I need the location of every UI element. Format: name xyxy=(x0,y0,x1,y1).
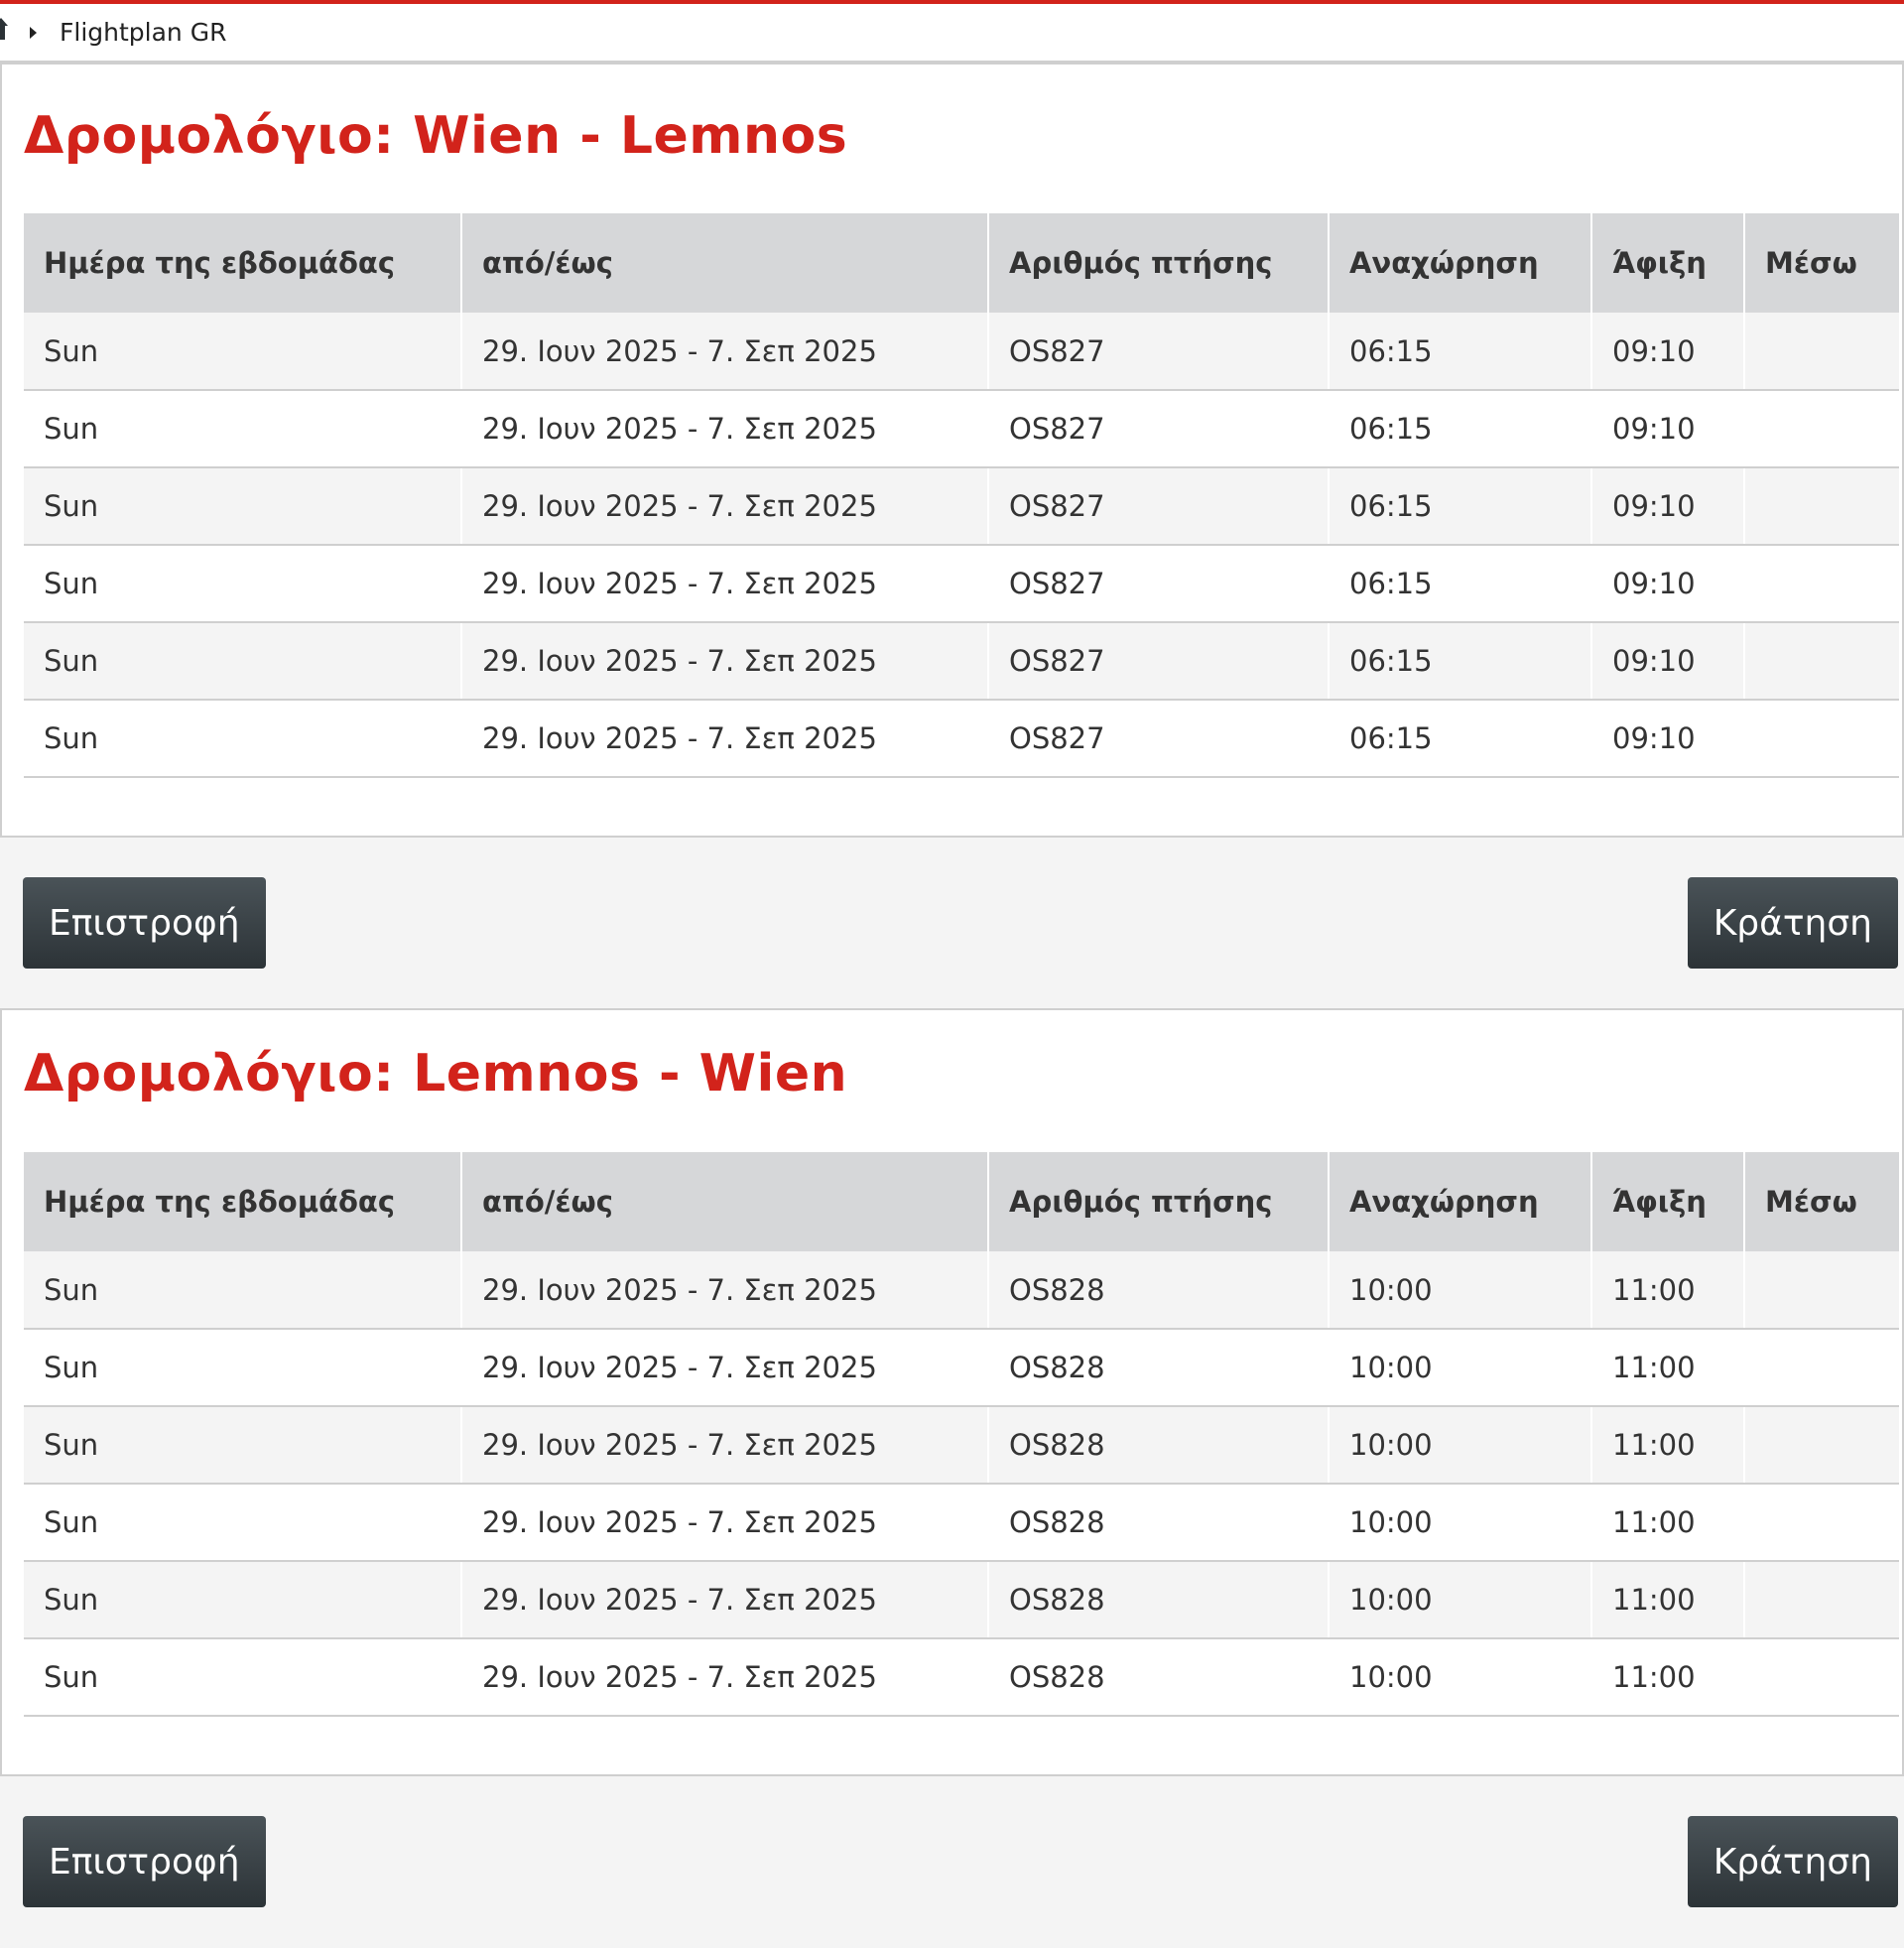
cell-arrival: 09:10 xyxy=(1591,545,1744,622)
column-header-via: Μέσω xyxy=(1744,213,1899,313)
cell-via xyxy=(1744,1638,1899,1716)
cell-via xyxy=(1744,1484,1899,1561)
column-header-departure: Αναχώρηση xyxy=(1329,213,1591,313)
book-button[interactable]: Κράτηση xyxy=(1688,877,1898,969)
column-header-period: από/έως xyxy=(461,1152,988,1251)
cell-weekday: Sun xyxy=(24,313,461,390)
table-row xyxy=(24,390,1899,467)
cell-weekday: Sun xyxy=(24,1484,461,1561)
breadcrumb xyxy=(0,0,1904,63)
table-row xyxy=(24,1561,1899,1638)
route-title: Δρομολόγιο: Lemnos - Wien xyxy=(24,1044,848,1104)
cell-weekday: Sun xyxy=(24,1406,461,1484)
table-row xyxy=(24,467,1899,545)
cell-weekday: Sun xyxy=(24,467,461,545)
cell-arrival: 09:10 xyxy=(1591,467,1744,545)
cell-period: 29. Ιουν 2025 - 7. Σεπ 2025 xyxy=(461,1251,988,1329)
schedule-table xyxy=(24,213,1899,778)
back-button[interactable]: Επιστροφή xyxy=(23,877,266,969)
cell-period: 29. Ιουν 2025 - 7. Σεπ 2025 xyxy=(461,1484,988,1561)
caret-right-icon xyxy=(30,27,37,39)
table-row xyxy=(24,700,1899,777)
table-row xyxy=(24,313,1899,390)
cell-arrival: 09:10 xyxy=(1591,622,1744,700)
cell-arrival: 11:00 xyxy=(1591,1561,1744,1638)
cell-flight-number: OS827 xyxy=(988,390,1329,467)
cell-weekday: Sun xyxy=(24,1329,461,1406)
table-row xyxy=(24,1251,1899,1329)
cell-departure: 06:15 xyxy=(1329,700,1591,777)
schedule-table xyxy=(24,1152,1899,1717)
cell-departure: 10:00 xyxy=(1329,1561,1591,1638)
cell-via xyxy=(1744,700,1899,777)
cell-period: 29. Ιουν 2025 - 7. Σεπ 2025 xyxy=(461,545,988,622)
table-row xyxy=(24,545,1899,622)
cell-arrival: 11:00 xyxy=(1591,1329,1744,1406)
cell-departure: 10:00 xyxy=(1329,1251,1591,1329)
cell-flight-number: OS827 xyxy=(988,622,1329,700)
back-button[interactable]: Επιστροφή xyxy=(23,1816,266,1907)
cell-period: 29. Ιουν 2025 - 7. Σεπ 2025 xyxy=(461,467,988,545)
cell-via xyxy=(1744,545,1899,622)
cell-weekday: Sun xyxy=(24,700,461,777)
column-header-arrival: Άφιξη xyxy=(1591,1152,1744,1251)
cell-period: 29. Ιουν 2025 - 7. Σεπ 2025 xyxy=(461,700,988,777)
column-header-weekday: Ημέρα της εβδομάδας xyxy=(24,1152,461,1251)
cell-departure: 10:00 xyxy=(1329,1329,1591,1406)
cell-via xyxy=(1744,622,1899,700)
cell-arrival: 11:00 xyxy=(1591,1484,1744,1561)
table-row xyxy=(24,1484,1899,1561)
cell-arrival: 09:10 xyxy=(1591,390,1744,467)
cell-weekday: Sun xyxy=(24,1638,461,1716)
cell-flight-number: OS828 xyxy=(988,1406,1329,1484)
cell-departure: 06:15 xyxy=(1329,467,1591,545)
cell-flight-number: OS828 xyxy=(988,1251,1329,1329)
home-icon[interactable] xyxy=(0,16,10,42)
column-header-period: από/έως xyxy=(461,213,988,313)
table-row xyxy=(24,1406,1899,1484)
cell-period: 29. Ιουν 2025 - 7. Σεπ 2025 xyxy=(461,1406,988,1484)
route-panel-return xyxy=(0,1008,1904,1776)
cell-flight-number: OS827 xyxy=(988,700,1329,777)
column-header-via: Μέσω xyxy=(1744,1152,1899,1251)
cell-period: 29. Ιουν 2025 - 7. Σεπ 2025 xyxy=(461,622,988,700)
table-row xyxy=(24,622,1899,700)
cell-flight-number: OS827 xyxy=(988,467,1329,545)
cell-departure: 06:15 xyxy=(1329,390,1591,467)
cell-flight-number: OS828 xyxy=(988,1329,1329,1406)
table-row xyxy=(24,1329,1899,1406)
cell-flight-number: OS828 xyxy=(988,1561,1329,1638)
cell-flight-number: OS828 xyxy=(988,1484,1329,1561)
cell-arrival: 09:10 xyxy=(1591,313,1744,390)
route-panel-outbound xyxy=(0,63,1904,838)
book-button[interactable]: Κράτηση xyxy=(1688,1816,1898,1907)
cell-departure: 06:15 xyxy=(1329,545,1591,622)
cell-departure: 06:15 xyxy=(1329,313,1591,390)
cell-via xyxy=(1744,313,1899,390)
cell-via xyxy=(1744,467,1899,545)
cell-weekday: Sun xyxy=(24,1251,461,1329)
cell-departure: 10:00 xyxy=(1329,1484,1591,1561)
table-row xyxy=(24,1638,1899,1716)
cell-departure: 06:15 xyxy=(1329,622,1591,700)
cell-via xyxy=(1744,1561,1899,1638)
cell-flight-number: OS828 xyxy=(988,1638,1329,1716)
column-header-arrival: Άφιξη xyxy=(1591,213,1744,313)
cell-arrival: 11:00 xyxy=(1591,1638,1744,1716)
cell-period: 29. Ιουν 2025 - 7. Σεπ 2025 xyxy=(461,1638,988,1716)
cell-via xyxy=(1744,1329,1899,1406)
breadcrumb-current: Flightplan GR xyxy=(60,18,227,47)
cell-arrival: 11:00 xyxy=(1591,1251,1744,1329)
cell-arrival: 11:00 xyxy=(1591,1406,1744,1484)
cell-weekday: Sun xyxy=(24,622,461,700)
cell-via xyxy=(1744,1251,1899,1329)
route-title: Δρομολόγιο: Wien - Lemnos xyxy=(24,106,848,166)
cell-via xyxy=(1744,390,1899,467)
column-header-weekday: Ημέρα της εβδομάδας xyxy=(24,213,461,313)
column-header-flight-number: Αριθμός πτήσης xyxy=(988,1152,1329,1251)
cell-weekday: Sun xyxy=(24,545,461,622)
cell-flight-number: OS827 xyxy=(988,545,1329,622)
column-header-departure: Αναχώρηση xyxy=(1329,1152,1591,1251)
cell-period: 29. Ιουν 2025 - 7. Σεπ 2025 xyxy=(461,313,988,390)
column-header-flight-number: Αριθμός πτήσης xyxy=(988,213,1329,313)
cell-period: 29. Ιουν 2025 - 7. Σεπ 2025 xyxy=(461,390,988,467)
cell-flight-number: OS827 xyxy=(988,313,1329,390)
cell-weekday: Sun xyxy=(24,1561,461,1638)
cell-period: 29. Ιουν 2025 - 7. Σεπ 2025 xyxy=(461,1561,988,1638)
table-header-row xyxy=(24,213,1899,313)
table-header-row xyxy=(24,1152,1899,1251)
cell-weekday: Sun xyxy=(24,390,461,467)
cell-departure: 10:00 xyxy=(1329,1406,1591,1484)
cell-departure: 10:00 xyxy=(1329,1638,1591,1716)
cell-via xyxy=(1744,1406,1899,1484)
cell-arrival: 09:10 xyxy=(1591,700,1744,777)
cell-period: 29. Ιουν 2025 - 7. Σεπ 2025 xyxy=(461,1329,988,1406)
